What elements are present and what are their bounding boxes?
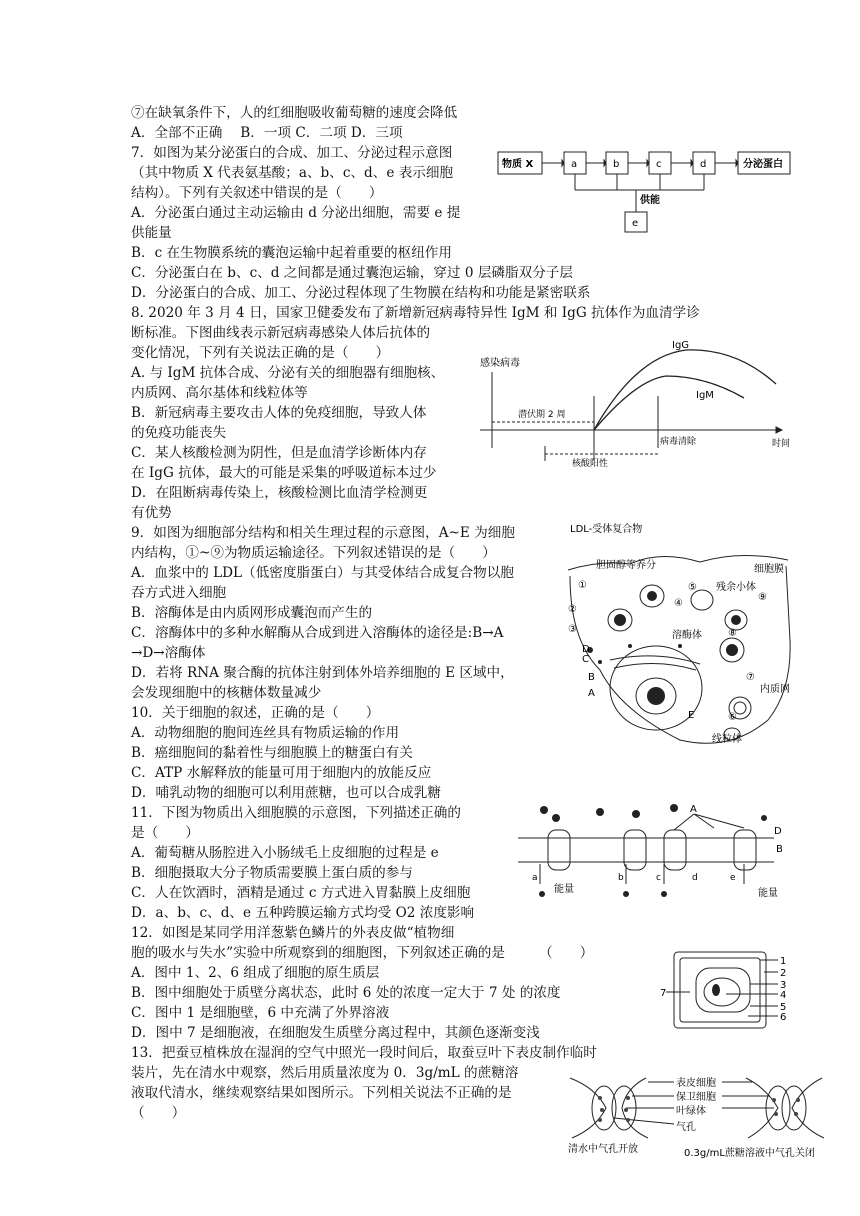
path-label: ⑨ bbox=[758, 592, 767, 603]
text-line: D．哺乳动物的细胞可以利用蔗糖，也可以合成乳糖 bbox=[131, 785, 441, 801]
text-line: ⑦在缺氧条件下，人的红细胞吸收葡萄糖的速度会降低 bbox=[131, 105, 458, 121]
text-line: 内质网、高尔基体和线粒体等 bbox=[131, 385, 308, 401]
path-label: ② bbox=[568, 604, 577, 615]
text-line: 液取代清水，继续观察结果如图所示。下列相关说法不正确的是 bbox=[131, 1085, 512, 1101]
text-line: 8. 2020 年 3 月 4 日，国家卫健委发布了新增新冠病毒特异性 IgM 和 IgG 抗体作为血清学诊 bbox=[131, 305, 700, 321]
text-line: 内结构，①~⑨为物质运输途径。下列叙述错误的是（ ） bbox=[131, 545, 496, 561]
caption-closed: 0.3g/mL蔗糖溶液中气孔关闭 bbox=[684, 1148, 815, 1159]
text-line: A．葡萄糖从肠腔进入小肠绒毛上皮细胞的过程是 e bbox=[131, 845, 439, 861]
text-line: A．全部不正确 B．一项 C．二项 D．三项 bbox=[131, 125, 403, 141]
text-line: 有优势 bbox=[131, 505, 172, 521]
text-line: 7．如图为某分泌蛋白的合成、加工、分泌过程示意图 bbox=[131, 145, 453, 161]
cell-label-2: 2 bbox=[780, 968, 787, 979]
label-epidermal-cell: 表皮细胞 bbox=[676, 1078, 716, 1089]
text-line: B．溶酶体是由内质网形成囊泡而产生的 bbox=[131, 605, 373, 621]
caption-open: 清水中气孔开放 bbox=[568, 1144, 638, 1155]
text-line: B．细胞摄取大分子物质需要膜上蛋白质的参与 bbox=[131, 865, 413, 881]
text-line: C．分泌蛋白在 b、c、d 之间都是通过囊泡运输，穿过 0 层磷脂双分子层 bbox=[131, 265, 573, 281]
flow-label-e: e bbox=[632, 218, 639, 229]
path-label: ⑤ bbox=[688, 582, 697, 593]
text-line: D．在阻断病毒传染上，核酸检测比血清学检测更 bbox=[131, 485, 428, 501]
label-cell-membrane: 细胞膜 bbox=[754, 564, 784, 575]
structure-label-e: E bbox=[688, 710, 695, 721]
text-line: B．图中细胞处于质壁分离状态，此时 6 处的浓度一定大于 7 处 的浓度 bbox=[131, 985, 561, 1001]
text-line: B．新冠病毒主要攻击人体的免疫细胞，导致人体 bbox=[131, 405, 427, 421]
text-line: B．c 在生物膜系统的囊泡运输中起着重要的枢纽作用 bbox=[131, 245, 452, 261]
text-line: A．图中 1、2、6 组成了细胞的原生质层 bbox=[131, 965, 380, 981]
structure-label-b: B bbox=[588, 672, 595, 683]
cell-label-3: 3 bbox=[780, 980, 787, 991]
membrane-label-b: B bbox=[776, 844, 783, 855]
label-er: 内质网 bbox=[760, 684, 790, 695]
text-line: 12．如图是某同学用洋葱紫色鳞片的外表皮做“植物细 bbox=[131, 925, 455, 941]
label-latent-period: 潜伏期 2 周 bbox=[518, 410, 566, 420]
structure-label-c: C bbox=[582, 654, 589, 665]
text-line: C．ATP 水解释放的能量可用于细胞内的放能反应 bbox=[131, 765, 432, 781]
text-line: C．图中 1 是细胞壁，6 中充满了外界溶液 bbox=[131, 1005, 390, 1021]
text-line: 会发现细胞中的核糖体数量减少 bbox=[131, 685, 322, 701]
antibody-curve-figure bbox=[476, 336, 796, 484]
text-line: 10．关于细胞的叙述，正确的是（ ） bbox=[131, 705, 380, 721]
transport-label-a: a bbox=[532, 873, 538, 883]
label-chloroplast: 叶绿体 bbox=[676, 1106, 706, 1117]
path-label: ① bbox=[578, 580, 587, 591]
text-line: 是（ ） bbox=[131, 825, 199, 841]
label-lysosome: 溶酶体 bbox=[672, 630, 702, 641]
membrane-label-d: D bbox=[774, 826, 782, 837]
structure-label-a: A bbox=[588, 688, 595, 699]
flow-label-supply: 供能 bbox=[640, 195, 660, 206]
text-line: A．分泌蛋白通过主动运输由 d 分泌出细胞，需要 e 提 bbox=[131, 205, 461, 221]
cell-label-7: 7 bbox=[660, 988, 667, 999]
label-stoma: 气孔 bbox=[676, 1122, 696, 1133]
text-line: 胞的吸水与失水”实验中所观察到的细胞图，下列叙述正确的是 （ ） bbox=[131, 945, 594, 961]
secretory-protein-flow-diagram bbox=[496, 146, 796, 234]
transport-label-e: e bbox=[730, 873, 736, 883]
label-ldl-complex: LDL-受体复合物 bbox=[570, 524, 643, 535]
label-energy-right: 能量 bbox=[758, 888, 778, 899]
text-line: 9．如图为细胞部分结构和相关生理过程的示意图，A~E 为细胞 bbox=[131, 525, 515, 541]
flow-label-a: a bbox=[571, 159, 578, 170]
text-line: 13．把蚕豆植株放在湿润的空气中照光一段时间后，取蚕豆叶下表皮制作临时 bbox=[131, 1045, 597, 1061]
text-line: （其中物质 X 代表氨基酸；a、b、c、d、e 表示细胞 bbox=[131, 165, 454, 181]
transport-label-c: c bbox=[656, 873, 661, 883]
label-energy-left: 能量 bbox=[554, 884, 574, 895]
label-cholesterol: 胆固醇等养分 bbox=[596, 560, 656, 571]
label-infection: 感染病毒 bbox=[480, 358, 520, 369]
text-line: 11．下图为物质出入细胞膜的示意图，下列描述正确的 bbox=[131, 805, 461, 821]
text-line: C．人在饮酒时，酒精是通过 c 方式进入胃黏膜上皮细胞 bbox=[131, 885, 471, 901]
cell-label-4: 4 bbox=[780, 990, 787, 1001]
text-line: 装片，先在清水中观察，然后用质量浓度为 0．3g/mL 的蔗糖溶 bbox=[131, 1065, 519, 1081]
text-line: B．癌细胞间的黏着性与细胞膜上的糖蛋白有关 bbox=[131, 745, 413, 761]
text-line: 在 IgG 抗体，最大的可能是采集的呼吸道标本过少 bbox=[131, 465, 437, 481]
text-line: 结构）。下列有关叙述中错误的是（ ） bbox=[131, 185, 383, 201]
label-time-axis: 时间 bbox=[772, 439, 791, 449]
text-line: C．溶酶体中的多种水解酶从合成到进入溶酶体的途径是:B→A bbox=[131, 625, 504, 641]
path-label: ④ bbox=[674, 598, 683, 609]
text-line: 变化情况，下列有关说法正确的是（ ） bbox=[131, 345, 390, 361]
text-line: →D→溶酶体 bbox=[131, 645, 206, 661]
text-line: D．分泌蛋白的合成、加工、分泌过程体现了生物膜在结构和功能是紧密联系 bbox=[131, 285, 591, 301]
text-line: （ ） bbox=[131, 1105, 186, 1121]
path-label: ⑧ bbox=[728, 628, 737, 639]
path-label: ⑥ bbox=[728, 712, 737, 723]
text-line: 吞方式进入细胞 bbox=[131, 585, 227, 601]
label-virus-cleared: 病毒清除 bbox=[660, 437, 697, 447]
membrane-label-a: A bbox=[690, 804, 697, 815]
flow-label-d: d bbox=[700, 159, 707, 170]
text-line: A．血浆中的 LDL（低密度脂蛋白）与其受体结合成复合物以胞 bbox=[131, 565, 514, 581]
membrane-transport-figure bbox=[514, 800, 790, 904]
text-line: D．图中 7 是细胞液，在细胞发生质壁分离过程中，其颜色逐渐变浅 bbox=[131, 1025, 540, 1041]
label-igm: IgM bbox=[696, 390, 714, 401]
flow-label-b: b bbox=[613, 159, 620, 170]
label-residual-body: 残余小体 bbox=[716, 582, 756, 593]
cell-label-5: 5 bbox=[780, 1002, 787, 1013]
text-line: A．动物细胞的胞间连丝具有物质运输的作用 bbox=[131, 725, 400, 741]
transport-label-d: d bbox=[692, 873, 698, 883]
flow-label-output: 分泌蛋白 bbox=[743, 159, 783, 170]
text-line: 的免疫功能丧失 bbox=[131, 425, 227, 441]
structure-label-d: D bbox=[582, 644, 590, 655]
text-line: C．某人核酸检测为阴性，但是血清学诊断体内存 bbox=[131, 445, 427, 461]
text-line: 供能量 bbox=[131, 225, 172, 241]
cell-structure-figure bbox=[560, 520, 800, 756]
text-line: 断标准。下图曲线表示新冠病毒感染人体后抗体的 bbox=[131, 325, 431, 341]
stomata-figure bbox=[566, 1068, 830, 1160]
path-label: ③ bbox=[568, 624, 577, 635]
label-nucleic-positive: 核酸阳性 bbox=[572, 459, 609, 469]
plasmolysis-cell-figure bbox=[660, 946, 792, 1036]
transport-label-b: b bbox=[618, 873, 624, 883]
label-guard-cell: 保卫细胞 bbox=[676, 1092, 716, 1103]
flow-label-x: 物质 X bbox=[502, 159, 534, 170]
text-line: D．若将 RNA 聚合酶的抗体注射到体外培养细胞的 E 区域中， bbox=[131, 665, 514, 681]
label-igg: IgG bbox=[672, 340, 690, 351]
text-line: D．a、b、c、d、e 五种跨膜运输方式均受 O2 浓度影响 bbox=[131, 905, 475, 921]
cell-label-1: 1 bbox=[780, 956, 787, 967]
flow-label-c: c bbox=[656, 159, 662, 170]
cell-label-6: 6 bbox=[780, 1012, 787, 1023]
path-label: ⑦ bbox=[746, 672, 755, 683]
text-line: A. 与 IgM 抗体合成、分泌有关的细胞器有细胞核、 bbox=[131, 365, 445, 381]
label-mitochondria: 线粒体 bbox=[712, 734, 742, 745]
